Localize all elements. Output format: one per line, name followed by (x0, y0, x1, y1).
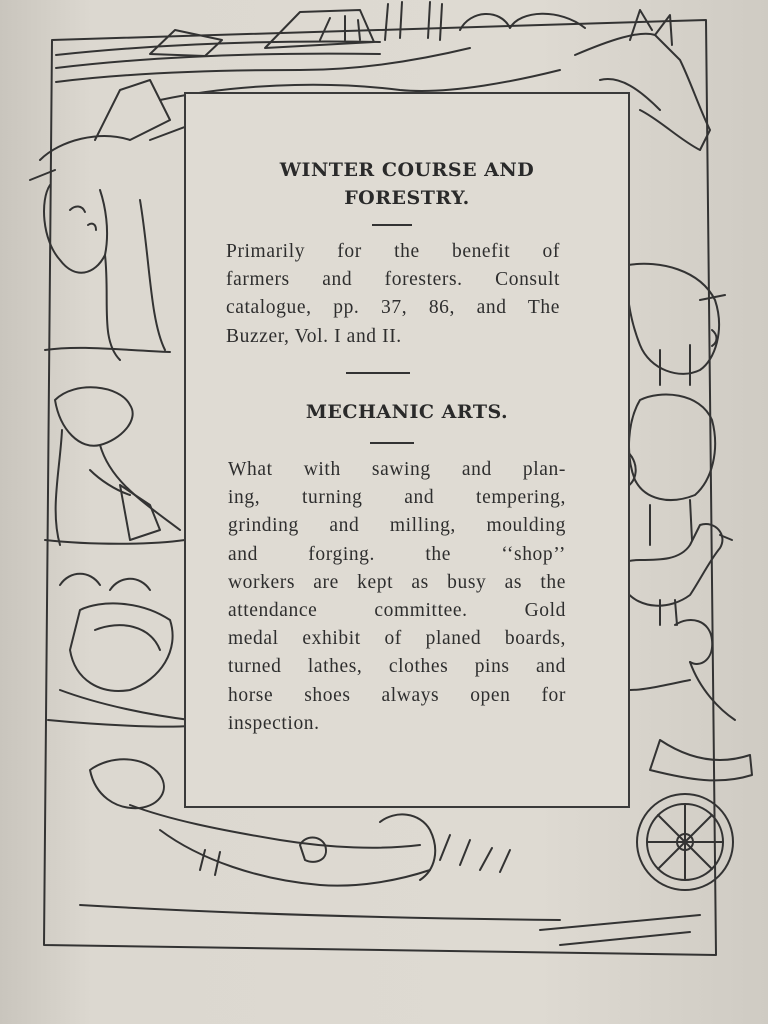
divider-rule (370, 442, 414, 444)
body-line: inspection. (228, 712, 320, 734)
title-line: MECHANIC ARTS. (305, 401, 509, 423)
body-line: Buzzer, Vol. I and II. (226, 325, 402, 347)
farmer-drawing (45, 387, 185, 545)
divider-rule (372, 224, 412, 226)
body-line: catalogue, pp. 37, 86, and The (226, 297, 560, 319)
body-line: and forging. the ‘‘shop’’ (228, 543, 566, 565)
mechanic-drawing (630, 620, 752, 780)
section-title-winter-course (186, 156, 628, 212)
chicken-drawing (616, 524, 732, 625)
body-line: turned lathes, clothes pins and (228, 656, 566, 678)
body-line: horse shoes always open for (228, 684, 566, 706)
body-line: Primarily for the benefit of (226, 241, 560, 262)
mechanic-arts-body (228, 456, 566, 738)
section-title-mechanic-arts (186, 398, 628, 426)
body-line: ing, turning and tempering, (228, 487, 566, 509)
grindstone-wheel-drawing (637, 794, 733, 890)
body-line: farmers and foresters. Consult (226, 269, 560, 291)
body-line: medal exhibit of planed boards, (228, 628, 566, 650)
body-line: grinding and milling, moulding (228, 515, 566, 537)
text-panel (184, 92, 630, 808)
vegetables-drawing (48, 574, 190, 727)
farmhouse-drawing (150, 2, 585, 56)
winter-course-body (226, 238, 560, 351)
section-divider (346, 372, 410, 374)
body-line: What with sawing and plan- (228, 459, 566, 480)
cow-drawing (30, 80, 190, 360)
body-line: attendance committee. Gold (228, 600, 566, 622)
title-line: FORESTRY. (344, 187, 470, 209)
body-line: workers are kept as busy as the (228, 571, 566, 593)
title-line: WINTER COURSE AND (279, 159, 535, 181)
